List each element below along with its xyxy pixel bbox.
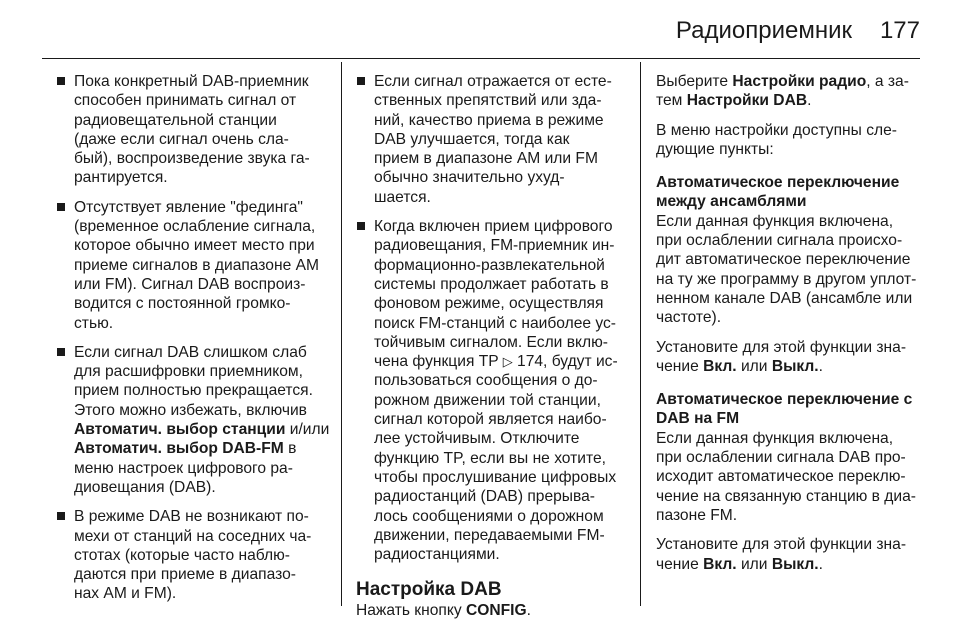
option-on: Вкл.	[703, 555, 737, 573]
subsection-title: Автоматическое переключение с DAB на FM	[656, 391, 913, 428]
bullet-item: Если сигнал отражается от есте- ственных препятствий или зда- ний, качество приема в режиме DAB улучшается, тогда как прием в диапазоне AM или FM обычно значительно ухуд- шается.	[356, 72, 626, 207]
menu-paragraph: В меню настройки доступны сле- дующие пункты:	[656, 121, 897, 158]
subsection-body: Если данная функция включена, при ослаблении сигнала происхо- дит автоматическое переключение на ту же программу в другом уплот- ненном канале DAB (ансамбле или частоте).	[656, 212, 917, 327]
instruction-text: Нажать кнопку CONFIG.	[356, 602, 531, 620]
column-3	[656, 60, 928, 606]
bullet-item: В режиме DAB не возникают по- мехи от станций на соседних ча- стотах (которые часто наблю- даются при приеме в диапазо- нах AM и FM).	[56, 507, 330, 603]
bullet-item: Пока конкретный DAB-приемник способен принимать сигнал от радиовещательной станции (даже если сигнал очень сла- бый), воспроизведение звука га- рантируется.	[56, 72, 330, 188]
header-rule	[42, 58, 920, 59]
page-header	[0, 0, 960, 58]
column-divider-1	[341, 62, 342, 606]
column-2	[356, 60, 626, 620]
subsection-title: Автоматическое переключение между ансамблями	[656, 174, 900, 211]
intro-paragraph: Выберите Настройки радио, а за- тем Настройки DAB.	[656, 73, 909, 110]
setting-instruction: Установите для этой функции зна- чение Вкл. или Выкл..	[656, 536, 907, 573]
bullet-item: Отсутствует явление "фединга" (временное ослабление сигнала, которое обычно имеет место при приеме сигналов в диапазоне AM или FM). Сигнал DAB воспроиз- водится с постоянной громко- стью.	[56, 198, 330, 333]
column-1	[56, 60, 330, 606]
menu-option-auto-dab-fm: Автоматич. выбор DAB-FM	[74, 440, 284, 458]
bullet-list	[56, 72, 330, 604]
option-on: Вкл.	[703, 357, 737, 375]
bullet-list	[356, 72, 626, 564]
section-title: Радиоприемник	[675, 17, 852, 44]
page-reference[interactable]: 174, будут ис-	[512, 353, 618, 371]
page-number: 177	[879, 17, 920, 44]
column-divider-2	[640, 62, 641, 606]
setting-instruction: Установите для этой функции зна- чение Вкл. или Выкл..	[656, 338, 907, 375]
menu-dab-settings: Настройки DAB	[686, 92, 808, 110]
menu-radio-settings: Настройки радио	[732, 73, 867, 90]
option-off: Выкл.	[771, 555, 819, 573]
config-button-label: CONFIG	[465, 602, 527, 620]
page-reference-arrow-icon: ▷	[502, 354, 513, 370]
bullet-item: Когда включен прием цифрового радиовещания, FM-приемник ин- формационно-развлекательной системы продолжает работать в фоновом режиме, осуществляя поиск FM-станций с наиболее ус- тойчивым сигналом. Если вклю- чена функция TP ▷ 174, будут ис- пользоваться сообщения о до- рожном движении той станции, сигнал которой является наибо- лее устойчивым. Отключите функцию TP, если вы не хотите, чтобы прослушивание цифровых радиостанций (DAB) прерыва- лось сообщениями о дорожном движении, передаваемыми FM- радиостанциями.	[356, 217, 626, 564]
section-heading: Настройка DAB	[356, 579, 502, 601]
subsection-body: Если данная функция включена, при ослаблении сигнала DAB про- исходит автоматическое переклю- чение на связанную станцию в диа- пазоне FM.	[656, 429, 916, 524]
option-off: Выкл.	[771, 357, 819, 375]
menu-option-auto-station: Автоматич. выбор станции	[74, 421, 286, 439]
bullet-item: Если сигнал DAB слишком слаб для расшифровки приемником, прием полностью прекращается. Этого можно избежать, включив Автоматич. выбор станции и/или Автоматич. выбор DAB-FM в меню настроек цифрового ра- диовещания (DAB).	[56, 343, 330, 497]
